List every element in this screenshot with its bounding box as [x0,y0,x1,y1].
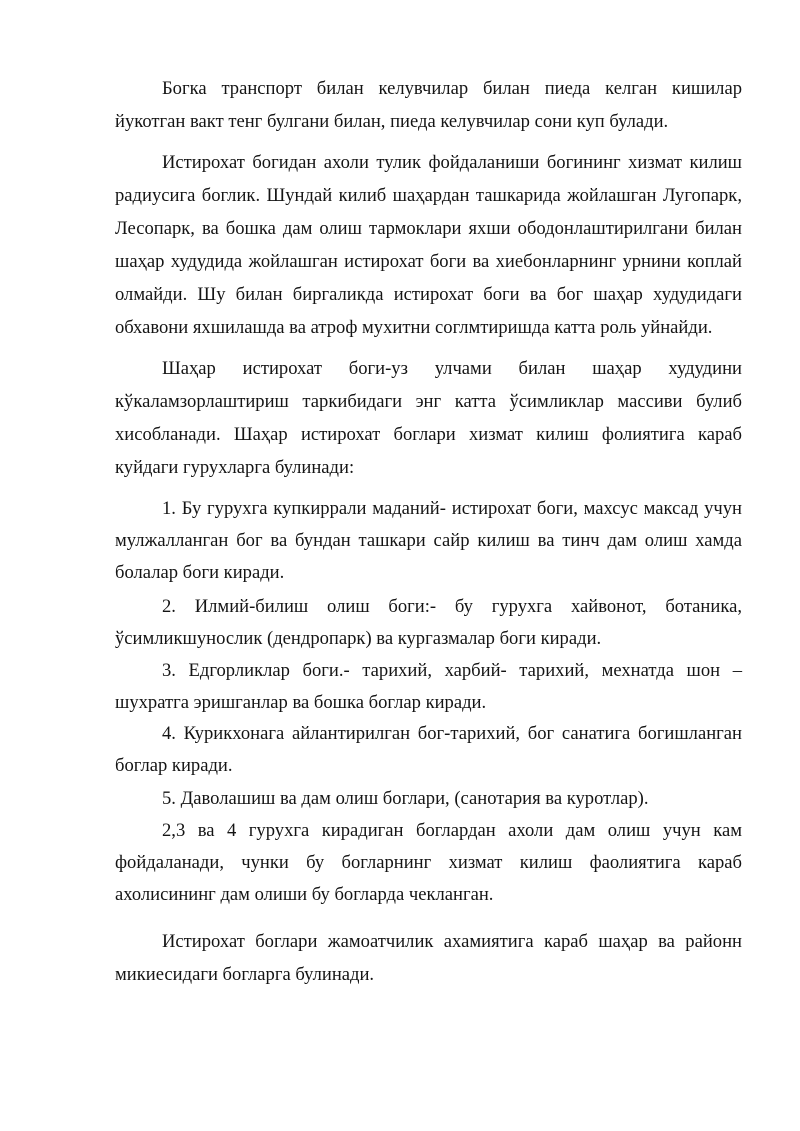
paragraph-park-usage: Истирохат богидан ахоли тулик фойдаланиши богининг хизмат килиш радиусига боглик. Шундай килиб шаҳардан ташкарида жойлашган Лугопарк, Лесопарк, ва бошка дам олиш тармоклари яхши ободонлаштирилгани билан шаҳар худудида жойлашган истирохат боги ва хиебонларнинг урнини коплай олмайди. Шу билан биргаликда истирохат боги ва бог шаҳар худудидаги обхавони яхшилашда ва атроф мухитни соглмтиришда катта роль уйнайди. [115,152,742,338]
list-item-2: 2. Илмий-билиш олиш боги:- бу гурухга хайвонот, ботаника, ўсимликшунослик (дендропарк) ва кургазмалар боги киради. [115,596,742,649]
paragraph-park-groups-intro: Шаҳар истирохат боги-уз улчами билан шаҳар худудини кўкаламзорлаштириш таркибидаги энг катта ўсимликлар массиви булиб хисобланади. Шаҳар истирохат боглари хизмат килиш фолиятига караб куйдаги гурухларга булинади: [115,358,742,478]
list-item-4: 4. Курикхонага айлантирилган бог-тарихий, бог санатига богишланган боглар киради. [115,723,742,776]
paragraph-groups-usage: 2,3 ва 4 гурухга кирадиган боглардан ахоли дам олиш учун кам фойдаланади, чунки бу богларнинг хизмат килиш фаолиятига караб ахолисининг дам олиши бу богларда чекланган. [115,820,742,905]
list-item-3: 3. Едгорликлар боги.- тарихий, харбий- тарихий, мехнатда шон – шухратга эришганлар ва бошка боглар киради. [115,660,742,713]
list-item-1: 1. Бу гурухга купкиррали маданий- истирохат боги, махсус максад учун мулжалланган бог ва бундан ташкари сайр килиш ва тинч дам олиш хамда болалар боги киради. [115,498,742,583]
list-item-5: 5. Даволашиш ва дам олиш боглари, (санотария ва куротлар). [162,788,649,809]
paragraph-transport: Богка транспорт билан келувчилар билан пиеда келган кишилар йукотган вакт тенг булгани билан, пиеда келувчилар сони куп булади. [115,78,742,132]
paragraph-park-significance: Истирохат боглари жамоатчилик ахамиятига караб шаҳар ва районн микиесидаги богларга булинади. [115,931,742,985]
